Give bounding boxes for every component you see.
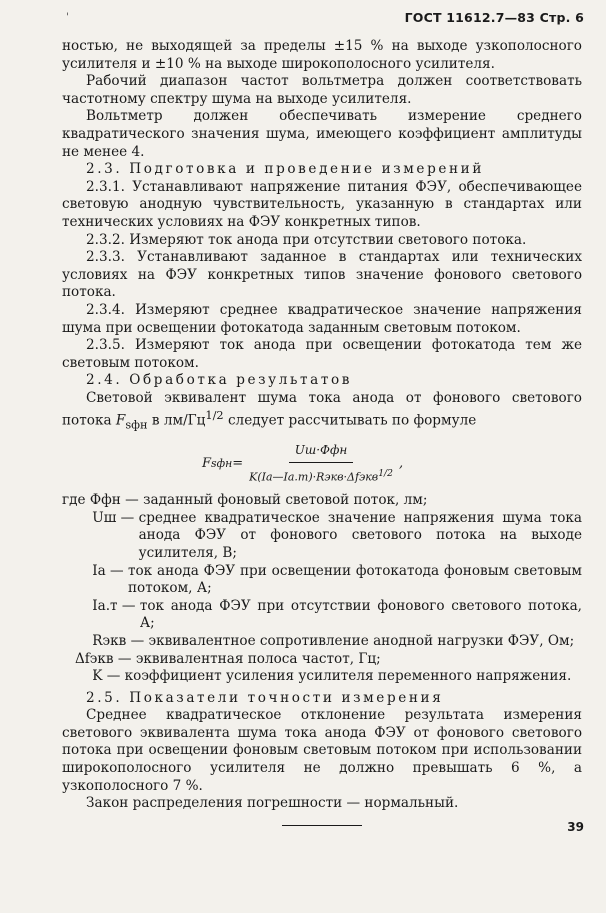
item-2-3-5: 2.3.5. Измеряют ток анода при освещении фотокатода тем же световым потоком. bbox=[62, 337, 582, 371]
formula-numerator: Uш·Ффн bbox=[289, 442, 354, 463]
legend-row: Δfэкв — эквивалентная полоса частот, Гц; bbox=[62, 650, 381, 667]
header-mark: ' bbox=[66, 12, 69, 23]
legend-row: где Ффн — заданный фоновый световой поток, лм; bbox=[62, 492, 428, 509]
item-2-3-4: 2.3.4. Измеряют среднее квадратическое значение напряжения шума при освещении фотокатода заданным световым потоком. bbox=[62, 301, 582, 336]
legend-row: K — коэффициент усиления усилителя переменного напряжения. bbox=[62, 668, 572, 685]
section-2-5-title: 2.5. Показатели точности измерения bbox=[86, 689, 444, 706]
formula-legend bbox=[62, 492, 582, 686]
item-2-3-1: 2.3.1. Устанавливают напряжение питания ФЭУ, обеспечивающее световую анодную чувствительность, указанную в стандартах или технических условиях на ФЭУ конкретных типов. bbox=[62, 178, 582, 230]
formula-fraction bbox=[249, 442, 393, 486]
paragraph-error-law: Закон распределения погрешности — нормальный. bbox=[86, 795, 459, 812]
paragraph-frequency-range: Рабочий диапазон частот вольтметра должен соответствовать частотному спектру шума на выходе усилителя. bbox=[62, 73, 582, 107]
end-rule bbox=[282, 825, 362, 826]
document-body bbox=[62, 38, 582, 826]
page-header: ГОСТ 11612.7—83 Стр. 6 bbox=[404, 10, 584, 25]
legend-row: Uш — среднее квадратическое значение напряжения шума тока анода ФЭУ от фонового светового потока на выходе усилителя, В; bbox=[62, 509, 582, 561]
paragraph-voltmeter: Вольтметр должен обеспечивать измерение среднего квадратического значения шума, имеющего коэффициент амплитуды не менее 4. bbox=[62, 108, 582, 160]
paragraph-noise-equivalent: Световой эквивалент шума тока анода от фонового светового потока $F_{sфн}$ в $лм/Гц^{1/2}$ следует рассчитывать по формуле bbox=[62, 389, 582, 432]
legend-row: Iа.т — ток анода ФЭУ при отсутствии фонового светового потока, А; bbox=[62, 597, 582, 632]
legend-row: Rэкв — эквивалентное сопротивление анодной нагрузки ФЭУ, Ом; bbox=[62, 632, 575, 649]
paragraph-deviation: Среднее квадратическое отклонение результата измерения светового эквивалента шума тока анода ФЭУ от фонового светового потока при освещении фоновым световым потоком при использовании широкополосного усилителя не должно превышать 6 %, а узкополосного 7 %. bbox=[62, 707, 582, 794]
legend-row: Iа — ток анода ФЭУ при освещении фотокатода фоновым световым потоком, А; bbox=[62, 562, 582, 597]
section-2-4-title: 2.4. Обработка результатов bbox=[86, 372, 352, 389]
paragraph-continued: ностью, не выходящей за пределы ±15 % на выходе узкополосного усилителя и ±10 % на выходе широкополосного усилителя. bbox=[62, 38, 582, 72]
formula-tail: , bbox=[398, 456, 404, 472]
formula-equals: = bbox=[232, 456, 244, 472]
page-number: 39 bbox=[567, 820, 584, 834]
formula: F sфн = $\frac{\text{Uш·Ффн}}{K(Iа—Iа.т)\cdot Rэкв\cdot\Delta fэкв^{1/2}}$ , bbox=[202, 442, 582, 486]
item-2-3-3: 2.3.3. Устанавливают заданное в стандартах или технических условиях на ФЭУ конкретных типов значение фонового светового потока. bbox=[62, 249, 582, 301]
item-2-3-2: 2.3.2. Измеряют ток анода при отсутствии светового потока. bbox=[86, 231, 527, 248]
formula-denominator: K(Iа—Iа.т)·Rэкв·Δfэкв$^{1/2}$ bbox=[249, 467, 393, 484]
symbol-f: F bbox=[115, 413, 126, 429]
formula-lhs: F bbox=[202, 456, 212, 472]
section-2-3-title: 2.3. Подготовка и проведение измерений bbox=[86, 161, 485, 178]
